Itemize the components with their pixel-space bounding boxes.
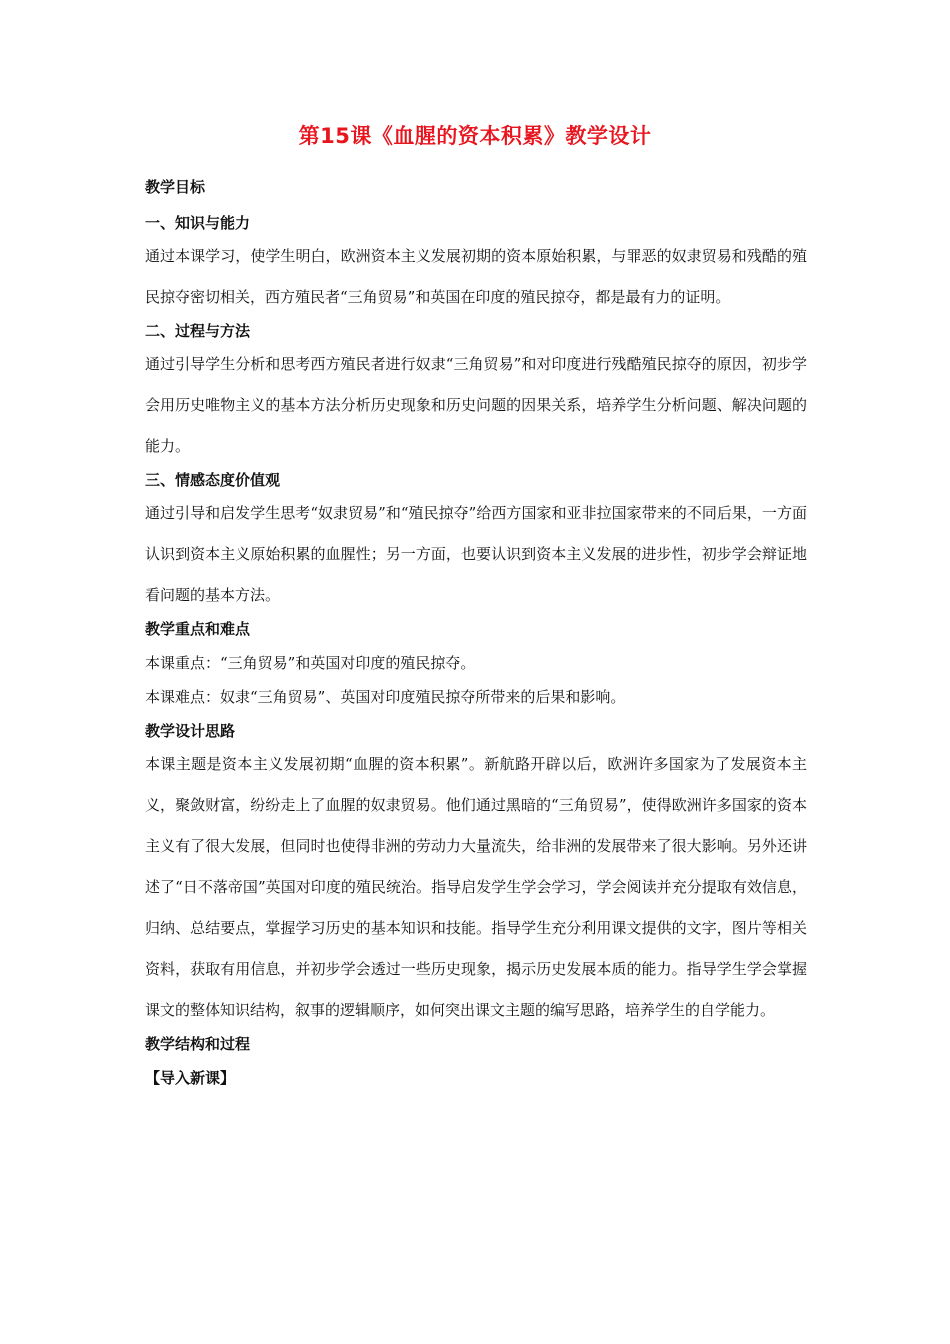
key-difficult-heading: 教学重点和难点 [145, 620, 251, 638]
knowledge-heading: 一、知识与能力 [145, 214, 251, 232]
process-heading: 二、过程与方法 [145, 322, 251, 340]
emotion-heading: 三、情感态度价值观 [145, 471, 281, 489]
intro-heading: 【导入新课】 [145, 1069, 236, 1087]
document-body [145, 176, 807, 1089]
design-paragraph: 本课主题是资本主义发展初期“血腥的资本积累”。新航路开辟以后，欧洲许多国家为了发展资本主义，聚敛财富，纷纷走上了血腥的奴隶贸易。他们通过黑暗的“三角贸易”，使得欧洲许多国家的资本主义有了很大发展，但同时也使得非洲的劳动力大量流失，给非洲的发展带来了很大影响。另外还讲述了“日不落帝国”英国对印度的殖民统治。指导启发学生学会学习，学会阅读并充分提取有效信息，归纳、总结要点，掌握学习历史的基本知识和技能。指导学生充分利用课文提供的文字，图片等相关资料，获取有用信息，并初步学会透过一些历史现象，揭示历史发展本质的能力。指导学生学会掌握课文的整体知识结构，叙事的逻辑顺序，如何突出课文主题的编写思路，培养学生的自学能力。 [145, 755, 807, 1019]
goals-heading: 教学目标 [145, 178, 206, 196]
knowledge-paragraph: 通过本课学习，使学生明白，欧洲资本主义发展初期的资本原始积累，与罪恶的奴隶贸易和残酷的殖民掠夺密切相关，西方殖民者“三角贸易”和英国在印度的殖民掠夺，都是最有力的证明。 [145, 247, 807, 306]
structure-heading: 教学结构和过程 [145, 1035, 251, 1053]
design-heading: 教学设计思路 [145, 722, 236, 740]
key-point: 本课重点：“三角贸易”和英国对印度的殖民掠夺。 [145, 654, 476, 672]
difficult-point: 本课难点：奴隶“三角贸易”、英国对印度殖民掠夺所带来的后果和影响。 [145, 688, 626, 706]
emotion-paragraph: 通过引导和启发学生思考“奴隶贸易”和“殖民掠夺”给西方国家和亚非拉国家带来的不同后果，一方面认识到资本主义原始积累的血腥性；另一方面，也要认识到资本主义发展的进步性，初步学会辩证地看问题的基本方法。 [145, 504, 807, 604]
process-paragraph: 通过引导学生分析和思考西方殖民者进行奴隶“三角贸易”和对印度进行残酷殖民掠夺的原因，初步学会用历史唯物主义的基本方法分析历史现象和历史问题的因果关系，培养学生分析问题、解决问题的能力。 [145, 355, 807, 455]
page-title: 第15课《血腥的资本积累》教学设计 [298, 124, 652, 148]
